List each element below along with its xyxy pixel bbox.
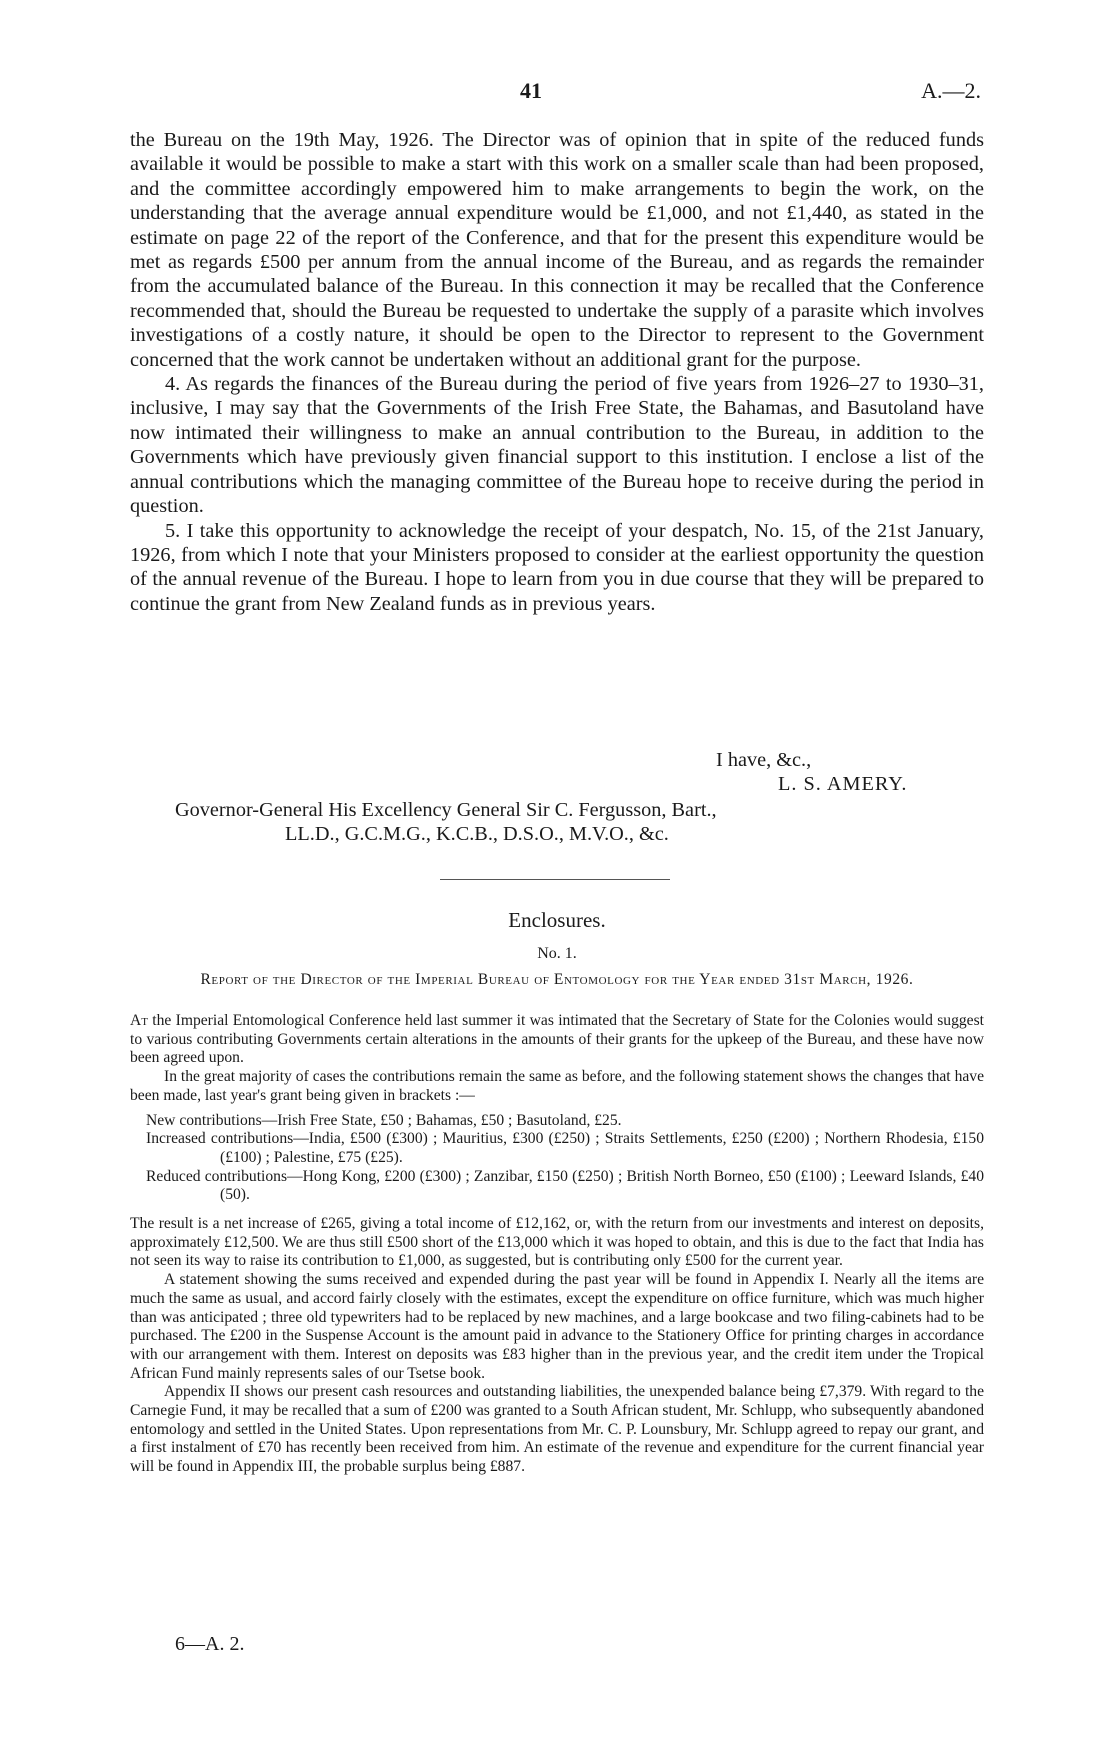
addressee-line-2: LL.D., G.C.M.G., K.C.B., D.S.O., M.V.O., &c. — [285, 823, 669, 845]
report-body — [130, 1012, 984, 1477]
letter-paragraph-4: 4. As regards the finances of the Bureau during the period of five years from 1926–27 to 1930–31, inclusive, I may say that the Governments of the Irish Free State, the Bahamas, and Basutoland have now intimated their willingness to make an annual contribution to the Bureau, in addition to the Governments which have previously given financial support to this institution. I enclose a list of the annual contributions which the managing committee of the Bureau hope to receive during the period in question. — [130, 373, 984, 518]
series-label: A.—2. — [921, 78, 981, 103]
enclosure-number: No. 1. — [537, 945, 577, 962]
report-paragraph-1 — [130, 1012, 984, 1068]
printer-signature-mark: 6—A. 2. — [175, 1633, 245, 1655]
new-contributions: New contributions—Irish Free State, £50 ; Bahamas, £50 ; Basutoland, £25. — [146, 1111, 622, 1129]
letter-paragraph-continuation: the Bureau on the 19th May, 1926. The Director was of opinion that in spite of the reduced funds available it would be possible to make a start with this work on a smaller scale than had been proposed, and the committee accordingly empowered him to make arrangements to begin the work, on the understanding that the average annual expenditure would be £1,000, and not £1,440, as stated in the estimate on page 22 of the report of the Conference, and that for the present this expenditure would be met as regards £500 per annum from the annual income of the Bureau, and as regards the remainder from the accumulated balance of the Bureau. In this connection it may be recalled that the Conference recommended that, should the Bureau be requested to undertake the supply of a parasite which involves investigations of a costly nature, it should be open to the Director to represent to the Government concerned that the work cannot be undertaken without an additional grant for the purpose. — [130, 129, 984, 371]
letter-body — [130, 128, 984, 616]
report-paragraph-3: The result is a net increase of £265, giving a total income of £12,162, or, with the return from our investments and interest on deposits, approximately £12,500. We are thus still £500 short of the £13,000 which it was hoped to obtain, and this is due to the fact that India has not seen its way to raise its contribution to £1,000, as suggested, but is contributing only £500 for the current year. — [130, 1215, 984, 1270]
report-lead-word: At — [130, 1012, 148, 1029]
enclosures-heading: Enclosures. — [508, 908, 606, 932]
letter-signature: L. S. AMERY. — [778, 773, 908, 795]
page-header — [0, 72, 1114, 112]
page-number: 41 — [520, 78, 542, 103]
letter-paragraph-5: 5. I take this opportunity to acknowledge the receipt of your despatch, No. 15, of the 21st January, 1926, from which I note that your Ministers proposed to consider at the earliest opportunity the question of the annual revenue of the Bureau. I hope to learn from you in due course that they will be prepared to continue the grant from New Zealand funds as in previous years. — [130, 519, 984, 615]
letter-closing: I have, &c., — [716, 749, 812, 771]
report-paragraph-4: A statement showing the sums received and expended during the past year will be found in Appendix I. Nearly all the items are much the same as usual, and accord fairly closely with the estimates, except the expenditure on office furniture, which was much higher than was anticipated ; three old typewriters had to be replaced by new machines, and a large bookcase and two filing-cabinets had to be purchased. The £200 in the Suspense Account is the amount paid in advance to the Stationery Office for printing charges in accordance with our arrangement with them. Interest on deposits was £83 higher than in the previous year, and the credit item under the Tropical African Fund mainly represents sales of our Tsetse book. — [130, 1271, 984, 1382]
report-paragraph-2: In the great majority of cases the contributions remain the same as before, and the following statement shows the changes that have been made, last year's grant being given in brackets :— — [130, 1068, 984, 1104]
increased-contributions: Increased contributions—India, £500 (£300) ; Mauritius, £300 (£250) ; Straits Settlements, £250 (£200) ; Northern Rhodesia, £150 (£100) ; Palestine, £75 (£25). — [146, 1130, 984, 1166]
report-paragraph-5: Appendix II shows our present cash resources and outstanding liabilities, the unexpended balance being £7,379. With regard to the Carnegie Fund, it may be recalled that a sum of £200 was granted to a South African student, Mr. Schlupp, who subsequently abandoned entomology and settled in the United States. Upon representations from Mr. C. P. Lounsbury, Mr. Schlupp agreed to repay our grant, and a first instalment of £70 has recently been received from him. An estimate of the revenue and expenditure for the current financial year will be found in Appendix III, the probable surplus being £887. — [130, 1383, 984, 1476]
section-divider — [440, 879, 670, 880]
addressee-line-1: Governor-General His Excellency General Sir C. Fergusson, Bart., — [175, 799, 717, 821]
contribution-changes-list — [130, 1112, 984, 1206]
report-title: Report of the Director of the Imperial Bureau of Entomology for the Year ended 31st March, 1926. — [200, 971, 914, 988]
report-paragraph-1-text: the Imperial Entomological Conference held last summer it was intimated that the Secretary of State for the Colonies would suggest to various contributing Governments certain alterations in the amounts of their grants for the upkeep of the Bureau, and these have now been agreed upon. — [130, 1012, 984, 1067]
reduced-contributions: Reduced contributions—Hong Kong, £200 (£300) ; Zanzibar, £150 (£250) ; British North Borneo, £50 (£100) ; Leeward Islands, £40 (50). — [146, 1167, 984, 1204]
